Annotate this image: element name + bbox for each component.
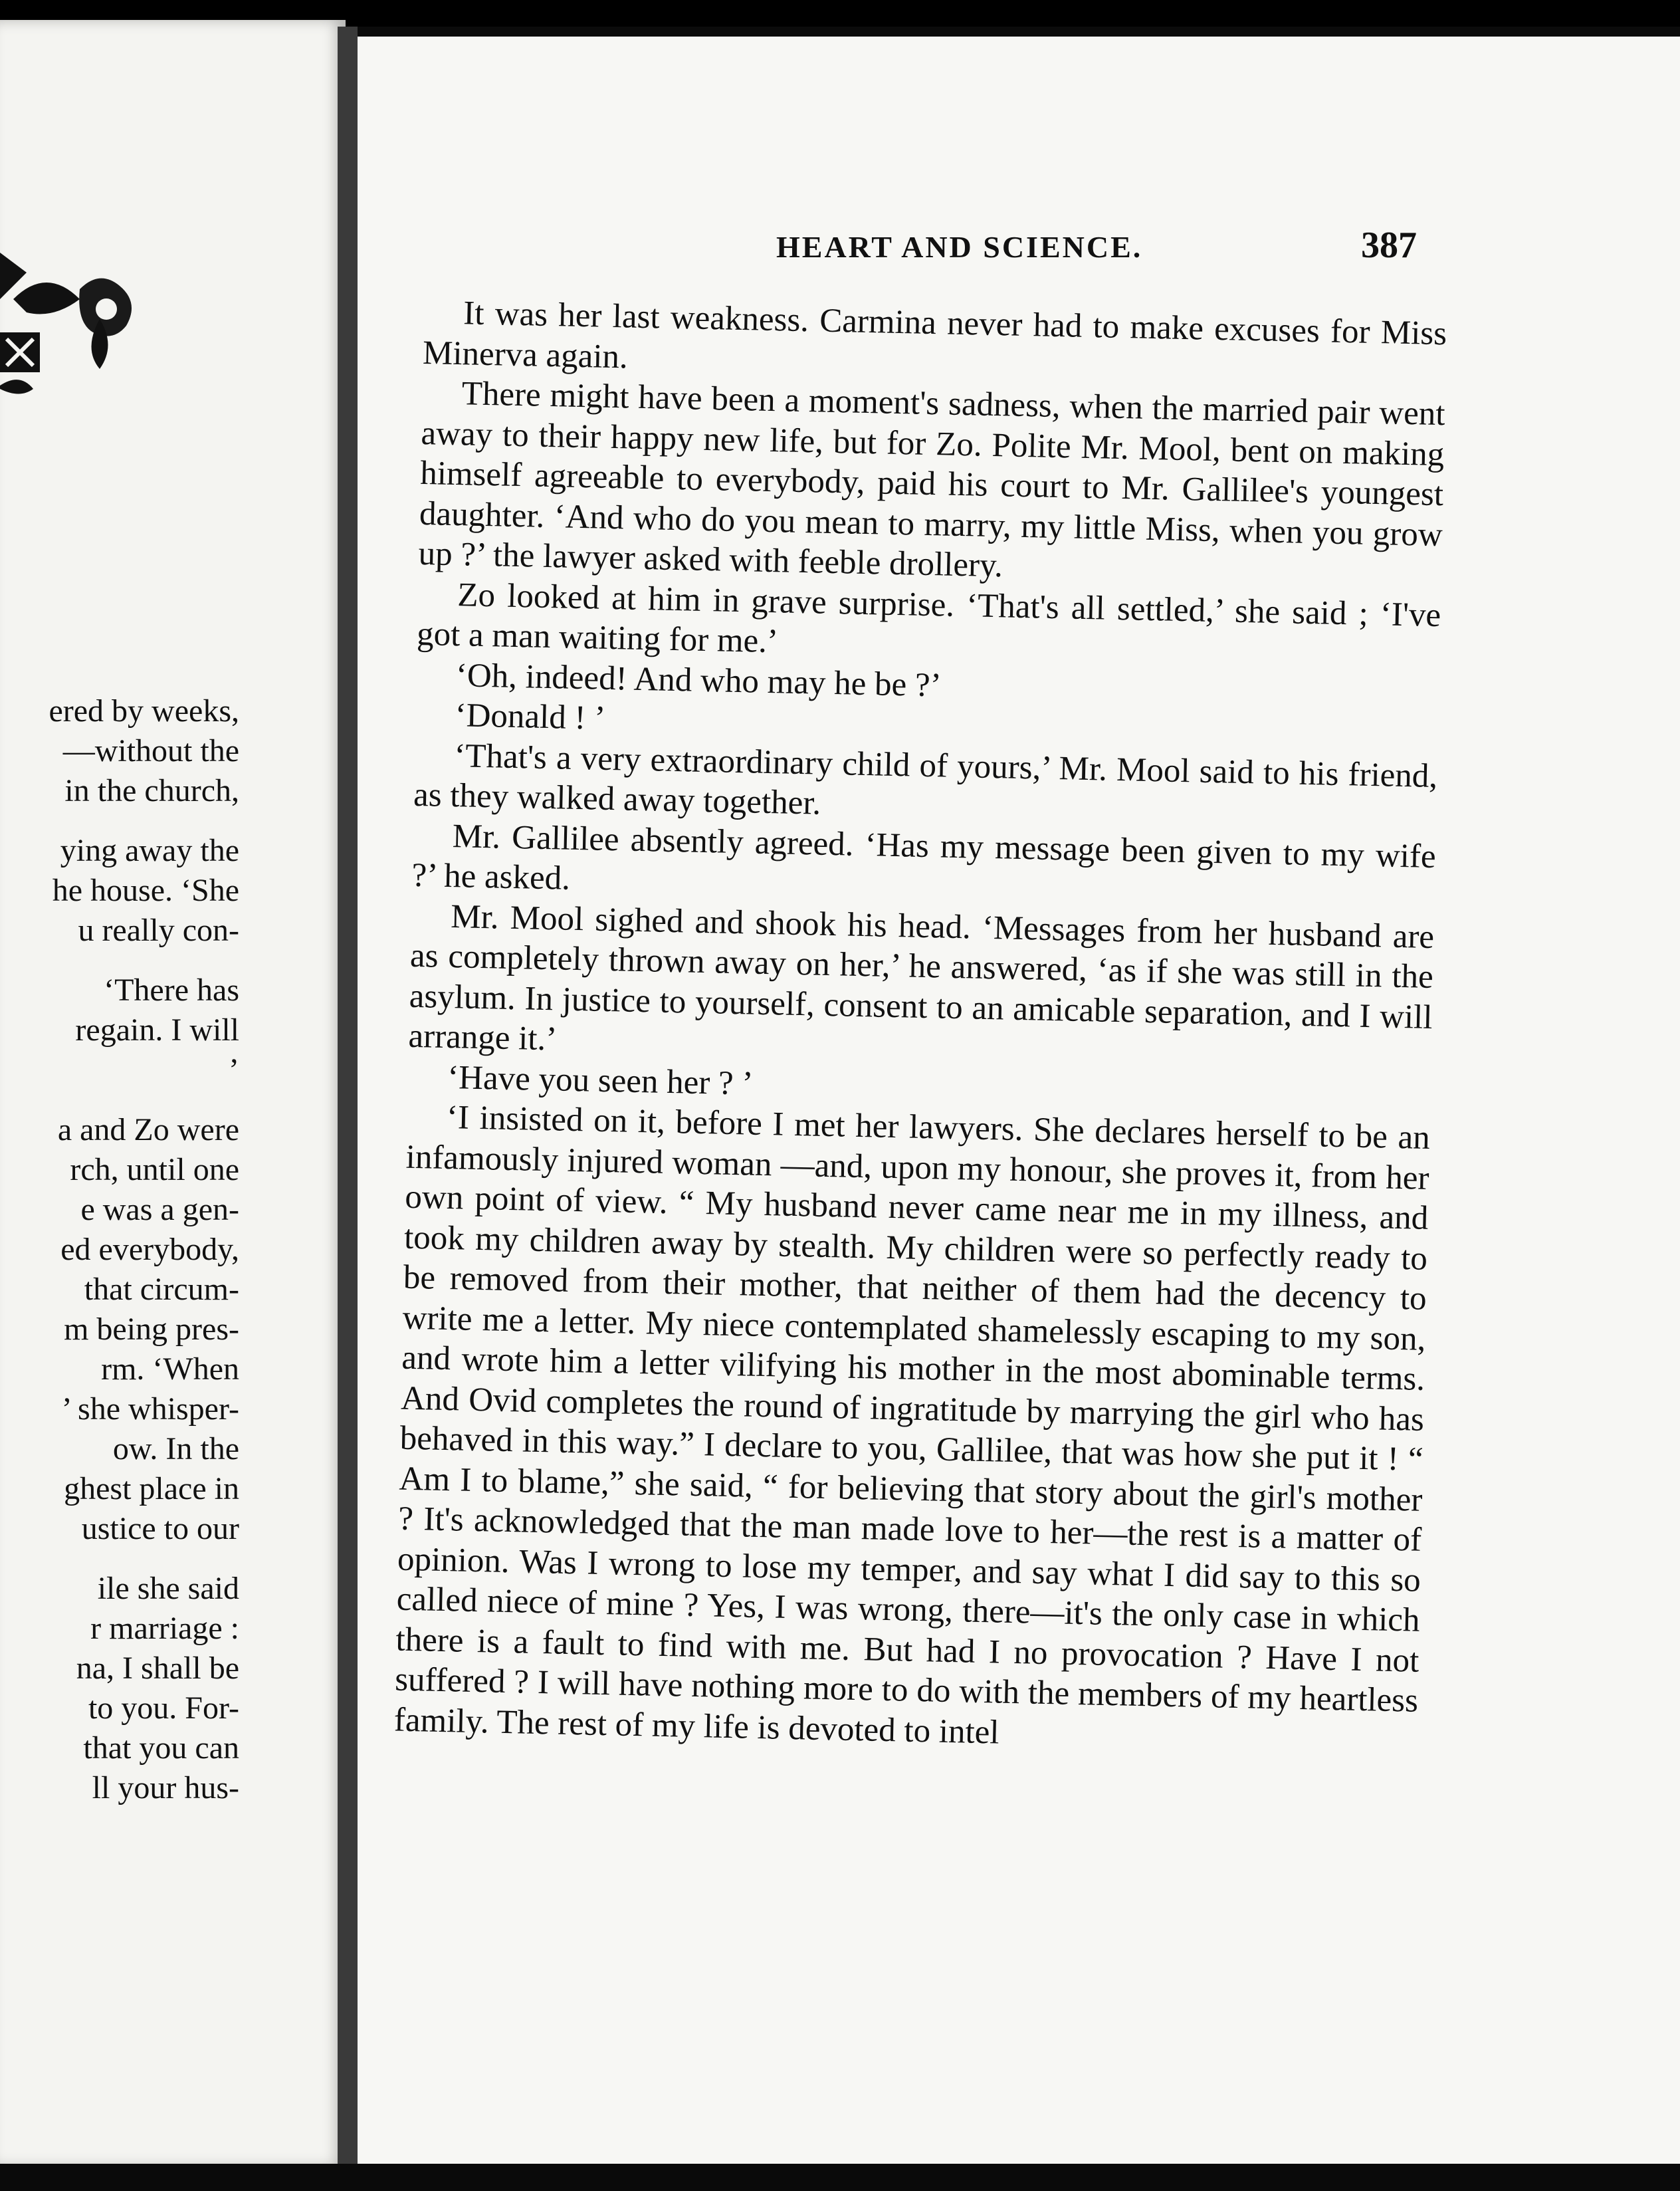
left-line: that you can: [83, 1730, 239, 1766]
paragraph: ‘Oh, indeed! And who may he be ?’: [455, 656, 942, 704]
left-line: to you. For-: [88, 1690, 239, 1726]
left-line: regain. I will: [75, 1012, 239, 1048]
paragraph: Zo looked at him in grave surprise. ‘That's all settled,’ she said ; ‘I've got a man waiting for me.’: [416, 576, 1441, 661]
page-number: 387: [1361, 225, 1417, 266]
paragraph: Mr. Mool sighed and shook his head. ‘Messages from her husband are as completely thrown away on her,’ he answered, ‘as if she was still in the asylum. In justice to yourself, consent to an amicable separation, and I will arrange it.’: [407, 897, 1435, 1058]
left-line: ying away the: [60, 833, 239, 868]
book-gutter: [338, 27, 358, 2167]
body-text: [393, 292, 1447, 1762]
running-head: HEART AND SCIENCE.: [776, 230, 1143, 264]
left-line: ow. In the: [112, 1431, 239, 1466]
left-line: r marriage :: [90, 1611, 239, 1646]
left-line: in the church,: [64, 773, 239, 808]
paragraph: ‘I insisted on it, before I met her lawyers. She declares herself to be an infamously injured woman —and, upon my honour, she proves it, from her own point of view. “ My husband never came near me in my illness, and took my children away by stealth. My children were so perfectly ready to be removed from their mother, that neither of them had the decency to write me a letter. My niece contemplated shamelessly escaping to my son, and wrote him a letter vilifying his mother in the most abominable terms. And Ovid completes the round of ingratitude by marrying the girl who has behaved in this way.” I declare to you, Gallilee, that was how she put it ! “ Am I to blame,” she said, “ for believing that story about the girl's mother ? It's acknowledged that the man made love to her—the rest is a matter of opinion. Was I wrong to lose my temper, and say what I did say to this so called niece of mine ? Yes, I was wrong, there—it's the only case in which there is a fault to find with me. But had I no provocation ? Have I not suffered ? I will have nothing more to do with the members of my heartless family. The rest of my life is devoted to intel: [393, 1098, 1431, 1752]
left-page-text: [0, 691, 239, 1808]
left-line: he house. ‘She: [52, 873, 239, 908]
left-line: ustice to our: [81, 1511, 239, 1546]
left-line: ghest place in: [64, 1471, 239, 1506]
right-page: [358, 37, 1680, 2170]
left-line: a and Zo were: [57, 1112, 239, 1147]
left-line: ed everybody,: [60, 1232, 239, 1267]
left-line: e was a gen-: [80, 1192, 239, 1227]
paragraph: It was her last weakness. Carmina never had to make excuses for Miss Minerva again.: [422, 294, 1447, 376]
paragraph: Mr. Gallilee absently agreed. ‘Has my message been given to my wife ?’ he asked.: [411, 817, 1437, 897]
left-line: ile she said: [97, 1571, 239, 1606]
paragraph: ‘That's a very extraordinary child of yours,’ Mr. Mool said to his friend, as they walked away together.: [413, 737, 1438, 822]
left-line: rm. ‘When: [101, 1351, 239, 1387]
left-line: ’ she whisper-: [61, 1391, 239, 1427]
decorative-ornament-icon: [0, 226, 153, 399]
left-line: ‘There has: [104, 973, 239, 1008]
page-header: [776, 225, 1680, 289]
left-line: —without the: [62, 733, 239, 768]
left-line: u really con-: [78, 913, 239, 948]
left-line: na, I shall be: [76, 1651, 239, 1686]
left-page: [0, 20, 346, 2167]
left-line: ll your hus-: [92, 1770, 239, 1805]
paragraph: ‘Have you seen her ? ’: [447, 1058, 754, 1103]
left-line: m being pres-: [64, 1312, 239, 1347]
paragraph: ‘Donald ! ’: [455, 697, 606, 737]
left-line: ’: [229, 1052, 239, 1088]
scanner-edge-bottom: [0, 2164, 1680, 2191]
left-line: that circum-: [84, 1272, 239, 1307]
left-line: rch, until one: [70, 1152, 239, 1187]
paragraph: There might have been a moment's sadness, when the married pair went away to their happy new life, but for Zo. Polite Mr. Mool, bent on making himself agreeable to everybody, paid his court to Mr. Gallilee's youngest daughter. ‘And who do you mean to marry, my little Miss, when you grow up ?’ the lawyer asked with feeble drollery.: [418, 375, 1446, 585]
left-line: ered by weeks,: [49, 693, 239, 729]
